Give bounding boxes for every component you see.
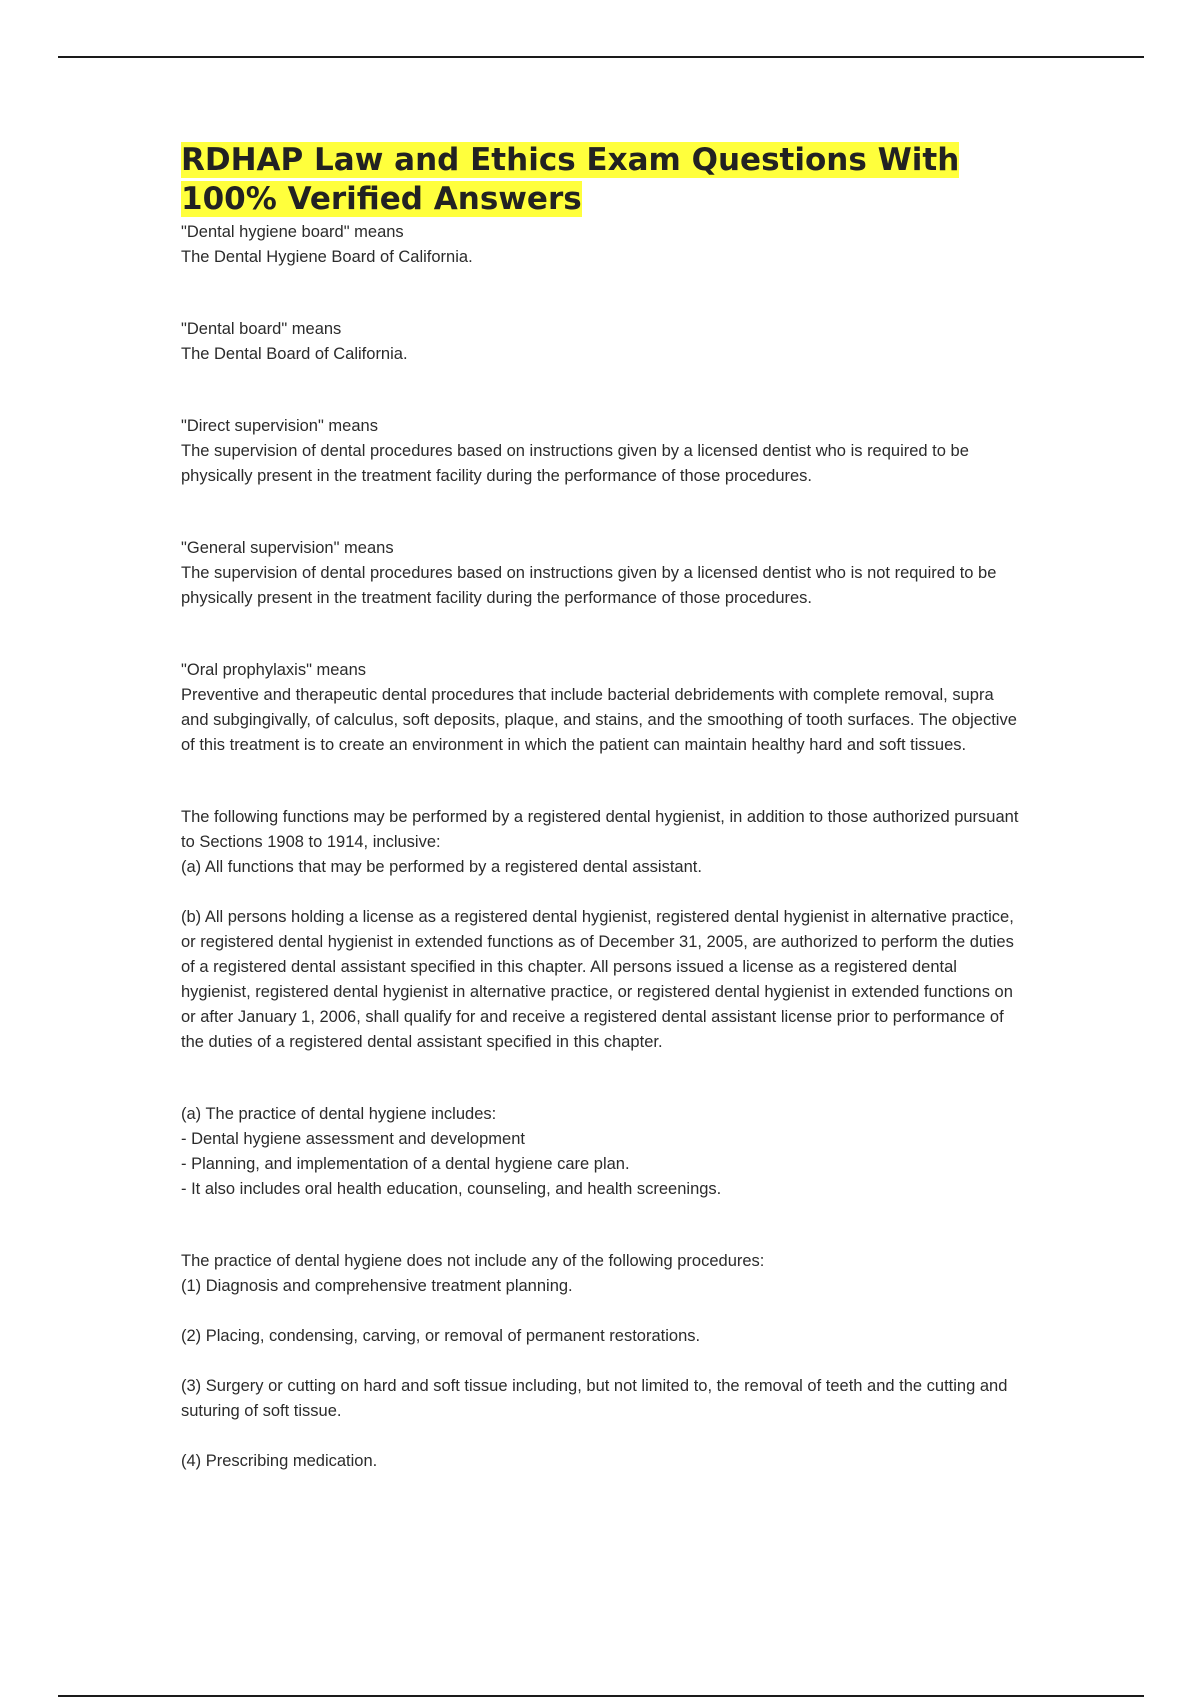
title-line-1: RDHAP Law and Ethics Exam Questions With [181,142,960,178]
practice-line: - It also includes oral health education, counseling, and health screenings. [181,1180,722,1198]
functions-section [181,805,1024,1055]
excluded-item-1: (1) Diagnosis and comprehensive treatment planning. [181,1277,573,1295]
answer: The Dental Board of California. [181,345,408,363]
excluded-intro: The practice of dental hygiene does not include any of the following procedures: [181,1252,765,1270]
bottom-rule [58,1695,1144,1697]
qa-item [181,658,1021,758]
answer: The supervision of dental procedures based on instructions given by a licensed dentist who is not required to be physically present in the treatment facility during the performance of those procedures. [181,564,1001,607]
question: "Dental board" means [181,320,342,338]
qa-item [181,536,1021,611]
qa-item [181,414,1021,489]
question: "Oral prophylaxis" means [181,661,367,679]
answer: Preventive and therapeutic dental procedures that include bacterial debridements with complete removal, supra and subgingivally, of calculus, soft deposits, plaque, and stains, and the smoothing of tooth surfaces. The objective of this treatment is to create an environment in which the patient can maintain healthy hard and soft tissues. [181,686,1022,754]
answer: The Dental Hygiene Board of California. [181,248,473,266]
question: "Dental hygiene board" means [181,223,404,241]
practice-section [181,1102,1021,1202]
question: "General supervision" means [181,539,394,557]
document-title [181,141,1021,219]
top-rule [58,56,1144,58]
excluded-item-4: (4) Prescribing medication. [181,1452,378,1470]
practice-line: - Dental hygiene assessment and development [181,1130,525,1148]
answer: The supervision of dental procedures based on instructions given by a licensed dentist who is required to be physically present in the treatment facility during the performance of those procedures. [181,442,974,485]
excluded-section [181,1249,1021,1474]
qa-item [181,317,1021,367]
excluded-item-2: (2) Placing, condensing, carving, or removal of permanent restorations. [181,1327,701,1345]
title-line-2: 100% Verified Answers [181,181,582,217]
excluded-item-3: (3) Surgery or cutting on hard and soft tissue including, but not limited to, the removal of teeth and the cutting and suturing of soft tissue. [181,1377,1012,1420]
document-body [181,141,1024,1521]
functions-item-b: (b) All persons holding a license as a registered dental hygienist, registered dental hygienist in alternative practice, or registered dental hygienist in extended functions as of December 31, 2005, are authorized to perform the duties of a registered dental assistant specified in this chapter. All persons issued a license as a registered dental hygienist, registered dental hygienist in alternative practice, or registered dental hygienist in extended functions on or after January 1, 2006, shall qualify for and receive a registered dental assistant license prior to performance of the duties of a registered dental assistant specified in this chapter. [181,908,1019,1051]
practice-line: - Planning, and implementation of a dental hygiene care plan. [181,1155,630,1173]
functions-intro: The following functions may be performed by a registered dental hygienist, in addition to those authorized pursuant to Sections 1908 to 1914, inclusive: [181,808,1024,851]
practice-intro: (a) The practice of dental hygiene includes: [181,1105,497,1123]
question: "Direct supervision" means [181,417,378,435]
functions-item-a: (a) All functions that may be performed by a registered dental assistant. [181,858,702,876]
qa-item [181,220,1021,270]
